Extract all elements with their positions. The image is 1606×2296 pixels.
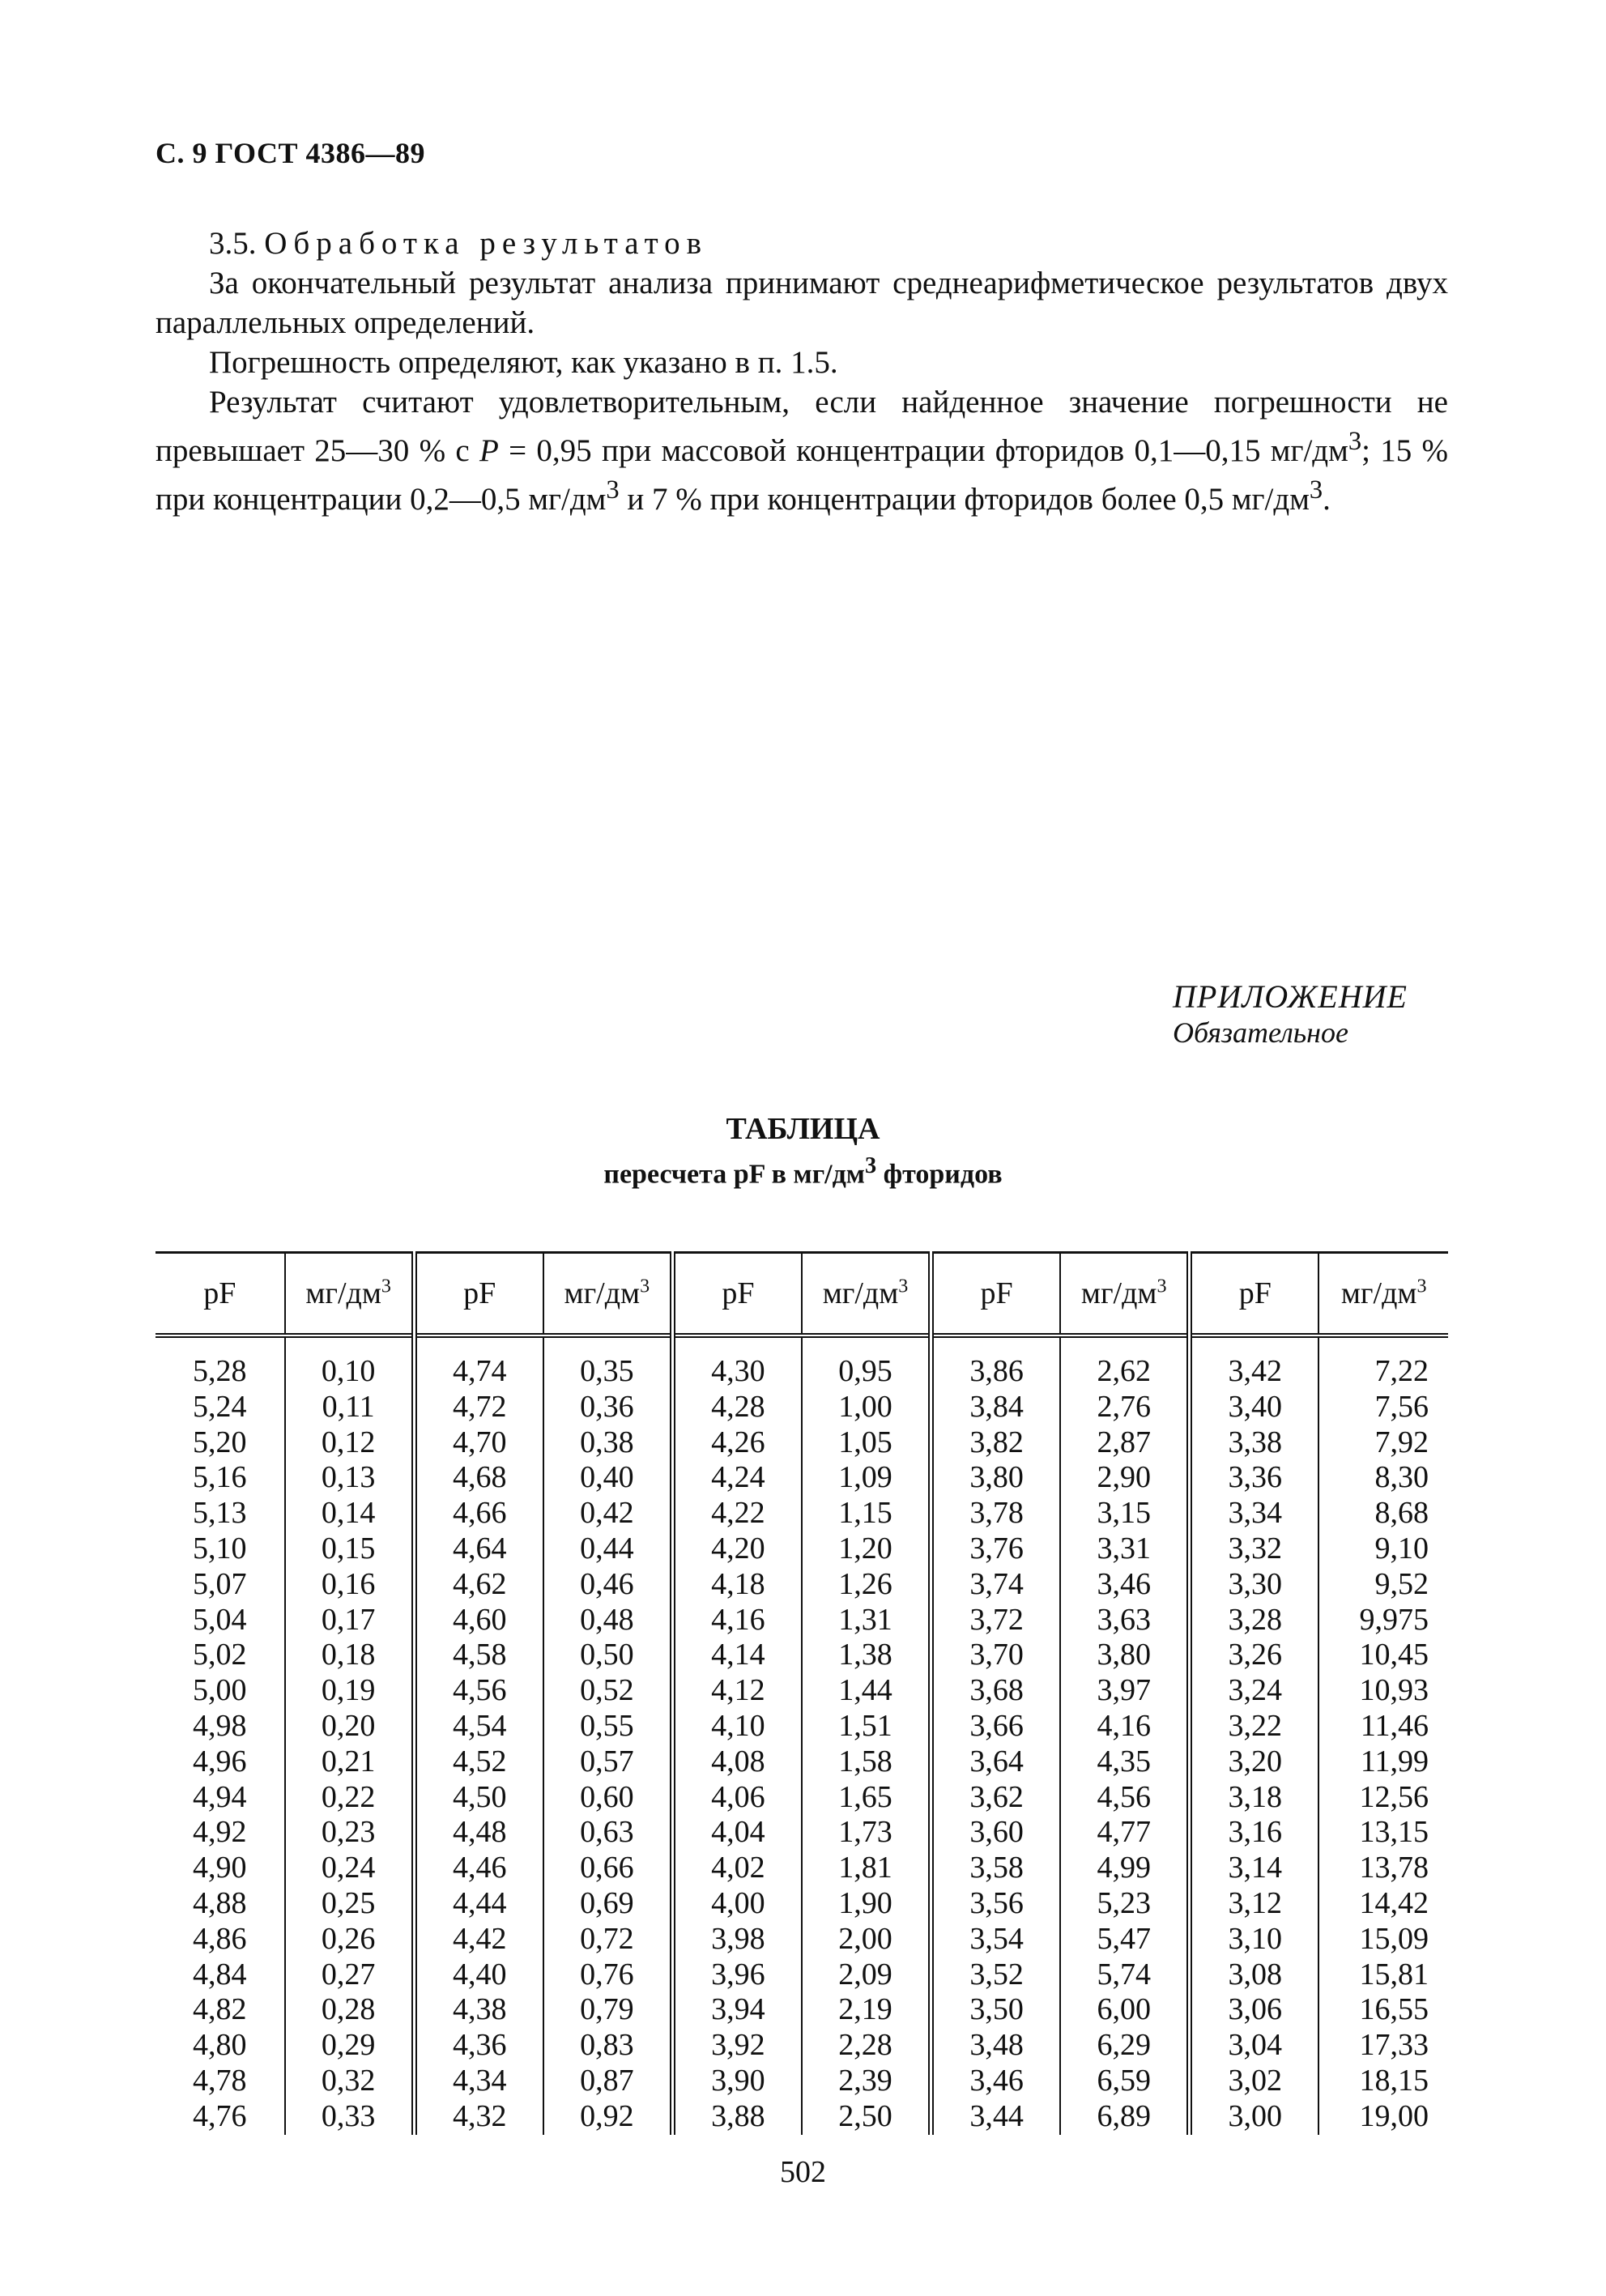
table-cell: 0,60 [543,1780,673,1816]
table-cell: 0,40 [543,1460,673,1496]
table-cell: 3,40 [1190,1390,1319,1425]
table-cell: 5,07 [193,1566,247,1601]
table-cell: 0,28 [285,1992,415,2028]
table-cell: 0,42 [543,1496,673,1531]
table-cell: 4,40 [414,1957,543,1993]
table-row [155,1992,1448,2028]
table-cell: 2,00 [802,1922,931,1957]
table-row [155,1851,1448,1886]
table-cell: 3,46 [931,2064,1061,2099]
table-cell: 0,92 [543,2099,673,2135]
table-cell: 4,74 [414,1335,543,1390]
paragraph: За окончательный результат анализа принимают среднеарифметическое результатов двух параллельных определений. [155,266,1448,340]
table-cell: 4,35 [1060,1744,1190,1780]
table-cell: 8,30 [1318,1460,1448,1496]
paragraph-result: Результат считают удовлетворительным, если найденное значение погрешности не превышает 25—30 % с P = 0,95 при массовой концентрации фторидов 0,1—0,15 $мг/дм^3$; 15 % при концентрации 0,2—0,5 $мг/дм^3$ и 7 % при концентрации фторидов более 0,5 $мг/дм^3$. [155,385,1448,517]
column-header-mg: $мг/дм^3$ [543,1253,673,1336]
table-cell: 0,76 [543,1957,673,1993]
table-row [155,1425,1448,1461]
table-row [155,1957,1448,1993]
column-header-pf: pF [414,1253,543,1336]
table-cell: 0,24 [285,1851,415,1886]
table-cell: 3,76 [931,1531,1061,1567]
table-cell: 4,68 [414,1460,543,1496]
table-cell: 13,15 [1318,1815,1448,1851]
table-cell: 4,52 [414,1744,543,1780]
table-cell: 2,09 [802,1957,931,1993]
table-cell: 3,28 [1190,1603,1319,1638]
table-cell: 3,98 [672,1922,802,1957]
table-cell: 2,28 [802,2028,931,2064]
appendix-subtitle: Обязательное [1173,1016,1348,1049]
table-cell: 8,68 [1318,1496,1448,1531]
table-cell: 4,94 [193,1779,247,1814]
table-cell: 3,54 [931,1922,1061,1957]
table-row [155,1335,1448,1390]
table-cell: 3,16 [1190,1815,1319,1851]
appendix-title: ПРИЛОЖЕНИЕ [1173,978,1408,1015]
table-cell: 4,99 [1060,1851,1190,1886]
table-cell: 0,79 [543,1992,673,2028]
table-cell: 2,90 [1060,1460,1190,1496]
table-cell: 4,54 [414,1709,543,1744]
table-cell: 3,52 [931,1957,1061,1993]
table-row [155,1886,1448,1922]
table-row [155,1780,1448,1816]
table-cell: 5,23 [1060,1886,1190,1922]
table-cell: 11,99 [1318,1744,1448,1780]
table-cell: 3,58 [931,1851,1061,1886]
table-cell: 4,76 [193,2098,247,2133]
table-cell: 3,86 [931,1335,1061,1390]
table-cell: 4,22 [672,1496,802,1531]
table-cell: 0,13 [285,1460,415,1496]
table-cell: 5,10 [193,1531,247,1565]
table-cell: 0,44 [543,1531,673,1567]
section-number: 3.5. [209,226,257,261]
table-row [155,2099,1448,2135]
page-number: 502 [780,2155,826,2189]
column-header-mg: $мг/дм^3$ [802,1253,931,1336]
table-cell: 3,22 [1190,1709,1319,1744]
table-cell: 3,04 [1190,2028,1319,2064]
table-cell: 0,50 [543,1638,673,1673]
table-cell: 4,50 [414,1780,543,1816]
table-cell: 4,82 [193,1992,247,2027]
table-cell: 0,52 [543,1673,673,1709]
table-cell: 5,20 [193,1425,247,1459]
section-heading [155,224,1448,263]
table-cell: 0,35 [543,1335,673,1390]
table-cell: 4,20 [672,1531,802,1567]
table-row [155,1922,1448,1957]
table-cell: 0,21 [285,1744,415,1780]
table-cell: 0,23 [285,1815,415,1851]
table-cell: 4,96 [193,1744,247,1778]
table-cell: 3,92 [672,2028,802,2064]
table-cell: 4,56 [414,1673,543,1709]
table-cell: 4,48 [414,1815,543,1851]
table-cell: 1,81 [802,1851,931,1886]
table-cell: 6,29 [1060,2028,1190,2064]
table-cell: 3,06 [1190,1992,1319,2028]
table-cell: 1,31 [802,1603,931,1638]
table-cell: 3,80 [931,1460,1061,1496]
table-cell: 1,90 [802,1886,931,1922]
table-cell: 3,18 [1190,1780,1319,1816]
table-cell: 5,13 [193,1496,247,1531]
table-cell: 4,16 [672,1603,802,1638]
table-cell: 10,93 [1318,1673,1448,1709]
column-header-mg: $мг/дм^3$ [285,1253,415,1336]
table-cell: 5,24 [193,1389,247,1424]
table-cell: 4,24 [672,1460,802,1496]
table-cell: 3,32 [1190,1531,1319,1567]
table-cell: 3,82 [931,1425,1061,1461]
table-cell: 4,72 [414,1390,543,1425]
conversion-table [155,1251,1448,2135]
table-cell: 3,90 [672,2064,802,2099]
table-cell: 1,38 [802,1638,931,1673]
table-cell: 4,66 [414,1496,543,1531]
table-cell: 1,51 [802,1709,931,1744]
table-cell: 1,00 [802,1390,931,1425]
table-cell: 5,47 [1060,1922,1190,1957]
table-cell: 3,74 [931,1567,1061,1603]
table-cell: 4,70 [414,1425,543,1461]
table-cell: 3,72 [931,1603,1061,1638]
table-cell: 3,96 [672,1957,802,1993]
table-cell: 4,98 [193,1708,247,1743]
table-cell: 5,04 [193,1602,247,1637]
table-cell: 0,36 [543,1390,673,1425]
table-cell: 4,14 [672,1638,802,1673]
table-cell: 3,63 [1060,1603,1190,1638]
table-cell: 1,26 [802,1567,931,1603]
table-cell: 3,48 [931,2028,1061,2064]
table-cell: 3,34 [1190,1496,1319,1531]
table-row [155,2028,1448,2064]
table-cell: 3,44 [931,2099,1061,2135]
table-cell: 0,87 [543,2064,673,2099]
table-cell: 3,15 [1060,1496,1190,1531]
table-cell: 4,77 [1060,1815,1190,1851]
table-row [155,1744,1448,1780]
table-cell: 6,89 [1060,2099,1190,2135]
table-cell: 4,58 [414,1638,543,1673]
paragraph: Погрешность определяют, как указано в п. 1.5. [209,345,838,380]
table-cell: 3,14 [1190,1851,1319,1886]
table-cell: 0,66 [543,1851,673,1886]
table-cell: 11,46 [1318,1709,1448,1744]
table-cell: 3,62 [931,1780,1061,1816]
table-cell: 4,88 [193,1885,247,1920]
table-row [155,1496,1448,1531]
table-cell: 0,48 [543,1603,673,1638]
table-cell: 0,19 [285,1673,415,1709]
table-cell: 1,44 [802,1673,931,1709]
table-cell: 1,20 [802,1531,931,1567]
page-header: С. 9 ГОСТ 4386—89 [155,137,425,169]
table-cell: 0,83 [543,2028,673,2064]
table-cell: 2,76 [1060,1390,1190,1425]
table-cell: 10,45 [1318,1638,1448,1673]
table-cell: 5,74 [1060,1957,1190,1993]
table-cell: 3,26 [1190,1638,1319,1673]
table-cell: 0,33 [285,2099,415,2135]
table-cell: 2,87 [1060,1425,1190,1461]
table-cell: 3,36 [1190,1460,1319,1496]
table-cell: 3,97 [1060,1673,1190,1709]
table-cell: 4,30 [672,1335,802,1390]
table-cell: 0,29 [285,2028,415,2064]
table-cell: 2,50 [802,2099,931,2135]
table-subtitle: пересчета pF в $мг/дм^3$ фторидов [603,1153,1003,1190]
table-cell: 13,78 [1318,1851,1448,1886]
table-cell: 0,32 [285,2064,415,2099]
table-cell: 0,22 [285,1780,415,1816]
table-cell: 3,88 [672,2099,802,2135]
table-cell: 1,05 [802,1425,931,1461]
table-cell: 16,55 [1318,1992,1448,2028]
table-cell: 4,38 [414,1992,543,2028]
table-cell: 4,64 [414,1531,543,1567]
table-cell: 0,55 [543,1709,673,1744]
table-row [155,1709,1448,1744]
table-cell: 0,46 [543,1567,673,1603]
table-cell: 3,46 [1060,1567,1190,1603]
table-cell: 3,70 [931,1638,1061,1673]
table-cell: 3,20 [1190,1744,1319,1780]
table-cell: 3,64 [931,1744,1061,1780]
table-cell: 3,38 [1190,1425,1319,1461]
table-cell: 0,38 [543,1425,673,1461]
table-cell: 19,00 [1318,2099,1448,2135]
table-cell: 0,10 [285,1335,415,1390]
table-cell: 3,84 [931,1390,1061,1425]
table-cell: 17,33 [1318,2028,1448,2064]
table-cell: 4,84 [193,1957,247,1991]
table-cell: 3,78 [931,1496,1061,1531]
table-cell: 3,80 [1060,1638,1190,1673]
table-cell: 2,19 [802,1992,931,2028]
table-title: ТАБЛИЦА [726,1112,880,1146]
table-cell: 0,20 [285,1709,415,1744]
table-cell: 15,09 [1318,1922,1448,1957]
table-cell: 0,57 [543,1744,673,1780]
table-cell: 7,56 [1318,1390,1448,1425]
table-body [155,1335,1448,2135]
table-row [155,1815,1448,1851]
table-cell: 0,15 [285,1531,415,1567]
table-cell: 4,42 [414,1922,543,1957]
table-cell: 9,975 [1318,1603,1448,1638]
table-cell: 1,73 [802,1815,931,1851]
table-cell: 0,95 [802,1335,931,1390]
table-cell: 7,22 [1318,1335,1448,1390]
table-cell: 14,42 [1318,1886,1448,1922]
table-cell: 1,15 [802,1496,931,1531]
column-header-mg: $мг/дм^3$ [1318,1253,1448,1336]
table-cell: 12,56 [1318,1780,1448,1816]
table-cell: 4,56 [1060,1780,1190,1816]
table-cell: 0,63 [543,1815,673,1851]
table-cell: 3,31 [1060,1531,1190,1567]
header-row [155,1253,1448,1336]
table-cell: 4,12 [672,1673,802,1709]
table-caption [0,1110,1606,1192]
table-cell: 3,12 [1190,1886,1319,1922]
section-title: Обработка результатов [264,226,709,261]
column-header-pf: pF [672,1253,802,1336]
table-cell: 2,62 [1060,1335,1190,1390]
table-cell: 0,72 [543,1922,673,1957]
table-cell: 6,00 [1060,1992,1190,2028]
table-cell: 15,81 [1318,1957,1448,1993]
table-cell: 9,52 [1318,1567,1448,1603]
table-cell: 4,92 [193,1815,247,1850]
table-cell: 4,06 [672,1780,802,1816]
table-row [155,1567,1448,1603]
table-cell: 1,58 [802,1744,931,1780]
table-cell: 0,26 [285,1922,415,1957]
table-cell: 4,34 [414,2064,543,2099]
table-cell: 4,46 [414,1851,543,1886]
table-cell: 4,26 [672,1425,802,1461]
table-cell: 0,25 [285,1886,415,1922]
table-cell: 4,90 [193,1851,247,1885]
table-cell: 6,59 [1060,2064,1190,2099]
table-cell: 3,42 [1190,1335,1319,1390]
table-cell: 0,27 [285,1957,415,1993]
table-cell: 2,39 [802,2064,931,2099]
table-cell: 5,16 [193,1460,247,1495]
table-cell: 7,92 [1318,1425,1448,1461]
table-cell: 0,12 [285,1425,415,1461]
table-cell: 3,56 [931,1886,1061,1922]
table-cell: 3,24 [1190,1673,1319,1709]
table-cell: 4,62 [414,1567,543,1603]
table-cell: 4,04 [672,1815,802,1851]
table-header [155,1253,1448,1336]
column-header-pf: pF [1190,1253,1319,1336]
table-cell: 5,28 [193,1354,247,1388]
table-cell: 0,14 [285,1496,415,1531]
table-cell: 4,44 [414,1886,543,1922]
column-header-mg: $мг/дм^3$ [1060,1253,1190,1336]
table-cell: 4,02 [672,1851,802,1886]
table-cell: 3,00 [1190,2099,1319,2135]
column-header-pf: pF [931,1253,1061,1336]
table-row [155,1638,1448,1673]
table-cell: 4,32 [414,2099,543,2135]
table-cell: 9,10 [1318,1531,1448,1567]
table-cell: 4,36 [414,2028,543,2064]
table-row [155,1673,1448,1709]
table-cell: 18,15 [1318,2064,1448,2099]
table-cell: 3,94 [672,1992,802,2028]
section-3-5 [155,224,1448,519]
table-cell: 4,78 [193,2063,247,2098]
table-row [155,1603,1448,1638]
table-cell: 3,66 [931,1709,1061,1744]
table-cell: 4,28 [672,1390,802,1425]
table-cell: 4,00 [672,1886,802,1922]
table-cell: 0,11 [285,1390,415,1425]
column-header-pf: pF [155,1253,285,1336]
table-cell: 1,09 [802,1460,931,1496]
table-cell: 4,80 [193,2028,247,2063]
table-cell: 3,60 [931,1815,1061,1851]
table-cell: 5,02 [193,1638,247,1672]
appendix-label [1173,978,1408,1050]
table-cell: 4,08 [672,1744,802,1780]
table-cell: 0,17 [285,1603,415,1638]
table-cell: 3,02 [1190,2064,1319,2099]
table-cell: 1,65 [802,1780,931,1816]
table-row [155,2064,1448,2099]
table-cell: 3,68 [931,1673,1061,1709]
table-row [155,1390,1448,1425]
table-cell: 5,00 [193,1673,247,1708]
table-cell: 3,30 [1190,1567,1319,1603]
table-row [155,1460,1448,1496]
table-cell: 3,08 [1190,1957,1319,1993]
table-cell: 4,10 [672,1709,802,1744]
table-cell: 4,60 [414,1603,543,1638]
table-row [155,1531,1448,1567]
table-cell: 4,16 [1060,1709,1190,1744]
table-cell: 4,86 [193,1921,247,1956]
table-cell: 0,69 [543,1886,673,1922]
table-cell: 3,10 [1190,1922,1319,1957]
table-cell: 3,50 [931,1992,1061,2028]
table-cell: 0,16 [285,1567,415,1603]
table-cell: 4,18 [672,1567,802,1603]
table-cell: 0,18 [285,1638,415,1673]
